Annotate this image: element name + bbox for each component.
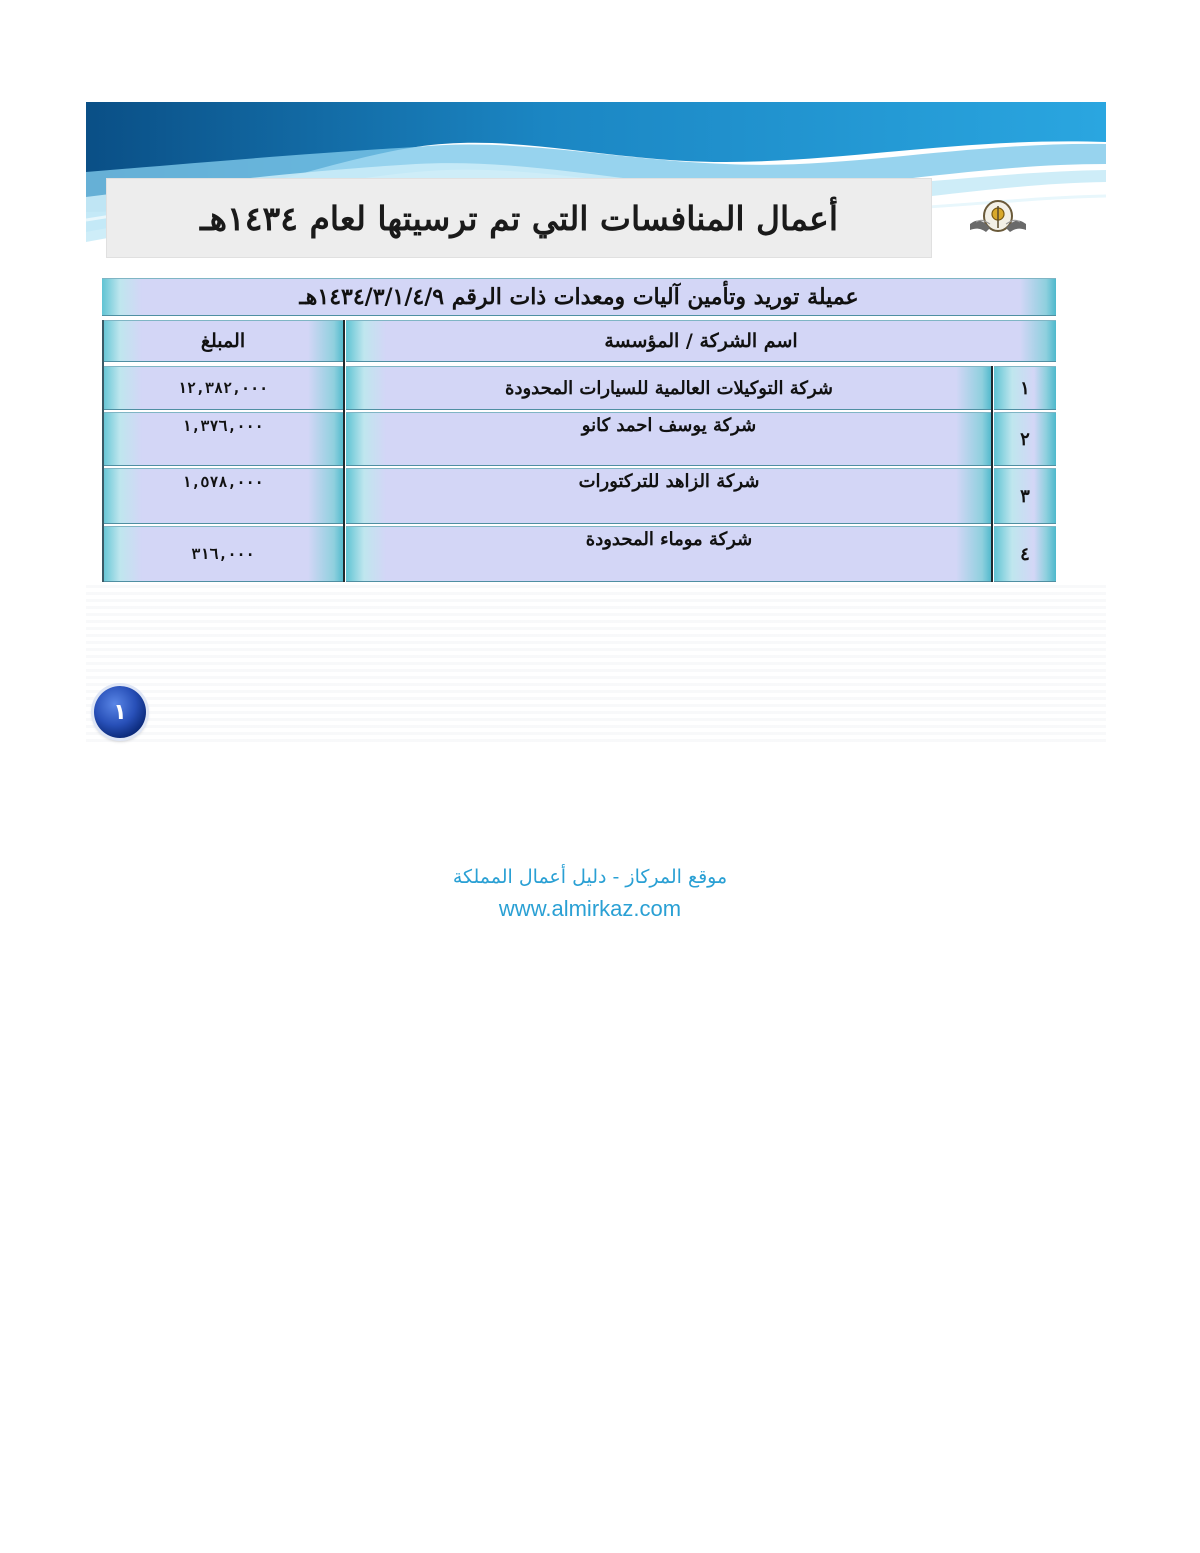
table-left-edge <box>102 320 104 582</box>
table-row-index: ١ <box>994 366 1056 410</box>
table-row-amount: ٣١٦,٠٠٠ <box>102 526 344 582</box>
header-amount: المبلغ <box>102 320 344 362</box>
background-texture <box>86 582 1106 742</box>
footer-url-link[interactable]: www.almirkaz.com <box>498 896 682 921</box>
title-box <box>106 178 932 258</box>
royal-emblem-icon <box>966 194 1030 238</box>
table-row-index: ٣ <box>994 468 1056 524</box>
tender-title-bar <box>102 278 1056 316</box>
column-divider <box>343 320 345 582</box>
table-row-company: شركة الزاهد للتركتورات <box>346 468 992 524</box>
table-row-company: شركة موماء المحدودة <box>346 526 992 582</box>
table-row-index: ٤ <box>994 526 1056 582</box>
table-row-index: ٢ <box>994 412 1056 466</box>
column-divider <box>991 366 993 582</box>
table-row-amount: ١٢,٣٨٢,٠٠٠ <box>102 366 344 410</box>
table-row-company: شركة التوكيلات العالمية للسيارات المحدودة <box>346 366 992 410</box>
awards-table <box>102 278 1056 582</box>
header-company: اسم الشركة / المؤسسة <box>346 320 1056 362</box>
page-title: أعمال المنافسات التي تم ترسيتها لعام ١٤٣٤هـ <box>199 198 839 238</box>
page-number-badge: ١ <box>94 686 146 738</box>
table-row-company: شركة يوسف احمد كانو <box>346 412 992 466</box>
table-row-amount: ١,٥٧٨,٠٠٠ <box>102 468 344 524</box>
tender-title: عميلة توريد وتأمين آليات ومعدات ذات الرقم ١٤٣٤/٣/١/٤/٩هـ <box>299 284 859 310</box>
slide <box>86 102 1106 742</box>
table-row-amount: ١,٣٧٦,٠٠٠ <box>102 412 344 466</box>
footer-site-name: موقع المركاز - دليل أعمال المملكة <box>452 866 728 888</box>
